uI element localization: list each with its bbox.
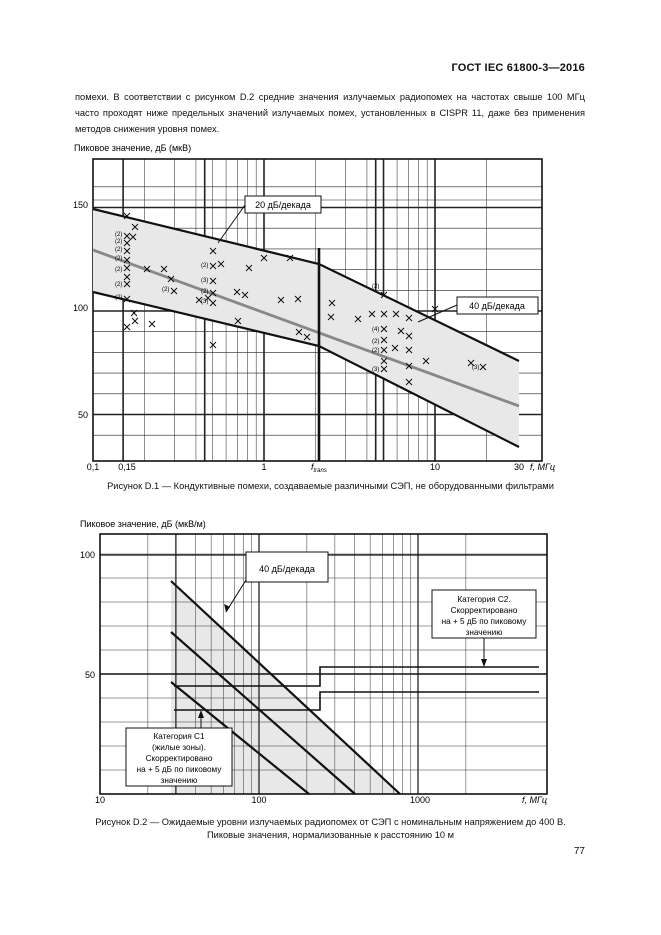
marker-note: (2) [201, 263, 209, 269]
figure-d2-caption [0, 816, 661, 842]
figure-d1-ytick-150: 150 [72, 200, 88, 210]
figure-d2-c1-line1: Категория С1 [153, 732, 205, 741]
marker-note: (2) [115, 267, 123, 273]
figure-d2-xtick-1000: 1000 [409, 795, 431, 805]
figure-d1-xtick-30: 30 [513, 462, 525, 472]
marker-note: (4) [372, 327, 380, 333]
figure-d2-c2-line3: на + 5 дБ по пиковому [441, 617, 527, 626]
marker-note: (2) [372, 339, 380, 345]
figure-d2-caption-line2: Пиковые значения, нормализованные к расстоянию 10 м [206, 830, 455, 840]
figure-d2-c2-line2: Скорректировано [450, 606, 518, 615]
figure-d2-ytick-50: 50 [84, 670, 95, 680]
figure-d1-xlabel: f, МГц [530, 462, 556, 472]
marker-note: (2) [115, 282, 123, 288]
marker-note: (2) [115, 295, 123, 301]
figure-d2-c1-line3: Скорректировано [145, 754, 213, 763]
standard-header: ГОСТ IEC 61800-3—2016 [451, 62, 585, 74]
figure-d2-callout-40db: 40 дБ/декада [259, 564, 315, 574]
figure-d2-xlabel: f, МГц [522, 795, 548, 805]
marker-note: (3) [201, 299, 209, 305]
marker-note: (2) [115, 232, 123, 238]
figure-d1-ftrans-label: $f_{trans}$ [311, 462, 327, 474]
marker-note: (3) [372, 367, 380, 373]
marker-note: (3) [201, 278, 209, 284]
marker-note: (2) [115, 239, 123, 245]
figure-d1-caption: Рисунок D.1 — Кондуктивные помехи, создаваемые различными СЭП, не оборудованными фильтрами [107, 481, 554, 491]
figure-d2-c2-arrowhead [481, 659, 487, 667]
marker-note: (2) [115, 247, 123, 253]
figure-d1-ylabel: Пиковое значение, дБ (мкВ) [74, 143, 192, 153]
figure-d1-xtick-0-1: 0,1 [86, 462, 100, 472]
figure-d1-xtick-1: 1 [261, 462, 267, 472]
figure-d1-ytick-100: 100 [72, 303, 88, 313]
figure-d2-xtick-10: 10 [94, 795, 106, 805]
marker-note: (2) [162, 287, 170, 293]
figure-d2-c2-line4: значению [465, 628, 503, 637]
figure-d2-c1-line4: на + 5 дБ по пиковому [136, 765, 222, 774]
figure-d2-ytick-100: 100 [79, 550, 95, 560]
figure-d1-xtick-10: 10 [429, 462, 441, 472]
marker-note: (2) [372, 348, 380, 354]
marker-note: (3) [472, 365, 480, 371]
figure-d1-ytick-50: 50 [77, 410, 88, 420]
figure-d2-ylabel: Пиковое значение, дБ (мкВ/м) [80, 519, 206, 529]
figure-d2-c1-line2: (жилые зоны). [152, 743, 206, 752]
marker-note: (2) [372, 284, 380, 290]
marker-note: (2) [115, 256, 123, 262]
figure-d2-xtick-100: 100 [251, 795, 267, 805]
marker-note: (2) [201, 289, 209, 295]
body-paragraph: помехи. В соответствии с рисунком D.2 средние значения излучаемых радиопомех на частотах свыше 100 МГц часто проходят ниже предельных значений излучаемых помех, установленных в CISPR 11, даже без применения методов снижения уровня помех. [75, 92, 585, 134]
figure-d2-caption-line1: Рисунок D.2 — Ожидаемые уровни излучаемых радиопомех от СЭП с номинальным напряжением до 400 В. [95, 817, 566, 827]
page-number: 77 [573, 846, 585, 857]
figure-d1-xtick-0-15: 0,15 [118, 462, 136, 472]
figure-d2-c1-line5: значению [160, 776, 198, 785]
figure-d1-callout-40db: 40 дБ/декада [469, 301, 525, 311]
figure-d2-c2-line1: Категория С2. [457, 595, 511, 604]
figure-d1-callout-20db: 20 дБ/декада [255, 200, 311, 210]
